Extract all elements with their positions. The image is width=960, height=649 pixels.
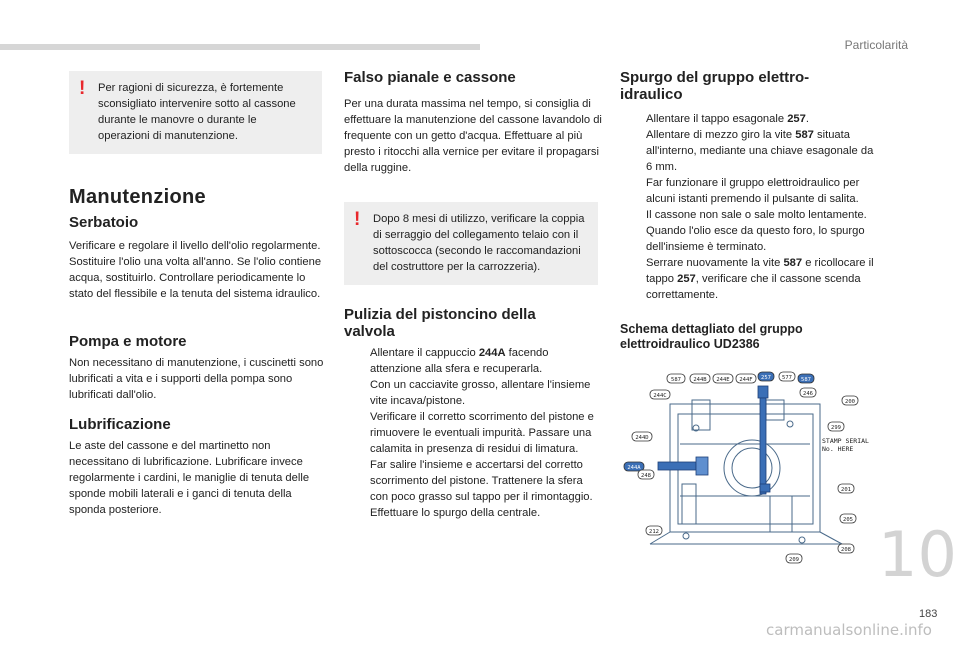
- diagram-label: 248: [641, 473, 651, 479]
- list-item: Effettuare lo spurgo della centrale.: [370, 507, 541, 519]
- schema-title: Schema dettagliato del gruppo elettroidraulico UD2386: [620, 322, 803, 351]
- list-item: Con un cacciavite grosso, allentare l'insieme vite incava/pistone.: [370, 379, 591, 407]
- tube-part: [760, 398, 766, 494]
- diagram-label: 244E: [716, 377, 730, 383]
- stamp-serial-text: No. HERE: [822, 445, 854, 453]
- page-heading: Manutenzione: [69, 186, 206, 208]
- pulizia-list: [344, 345, 602, 521]
- list-item: Allentare il tappo esagonale 257.: [646, 113, 809, 125]
- diagram-label: 212: [649, 529, 659, 535]
- safety-note-text: Per ragioni di sicurezza, è fortemente sconsigliato intervenire sotto al cassone durante le manovre o durante le operazioni di manutenzione.: [98, 82, 296, 142]
- diagram-label: 244F: [739, 377, 753, 383]
- page-number: 183: [919, 608, 938, 620]
- pompa-title: Pompa e motore: [69, 333, 187, 350]
- warning-icon: !: [354, 209, 361, 230]
- diagram-label: 208: [841, 547, 851, 553]
- safety-note: [69, 71, 322, 154]
- torque-note-text: Dopo 8 mesi di utilizzo, verificare la coppia di serraggio del collegamento telaio con il sottoscocca (secondo le raccomandazioni del costruttore per la carrozzeria).: [373, 213, 585, 273]
- diagram-label: 209: [789, 557, 799, 563]
- watermark: carmanualsonline.info: [766, 621, 932, 639]
- diagram-label: 244A: [627, 465, 641, 471]
- diagram-label: 587: [801, 377, 811, 383]
- list-item: Far funzionare il gruppo elettroidraulico per alcuni istanti premendo il pulsante di salita.: [646, 177, 860, 205]
- diagram-label: 577: [782, 375, 792, 381]
- chapter-number: 10: [878, 518, 957, 591]
- diagram-label: 257: [761, 375, 771, 381]
- list-item: Allentare di mezzo giro la vite 587 situata all'interno, mediante una chiave esagonale da 6 mm.: [646, 129, 874, 173]
- diagram-label: 201: [841, 487, 851, 493]
- pulizia-title: Pulizia del pistoncino della valvola: [344, 306, 536, 340]
- diagram-label: 299: [831, 425, 841, 431]
- section-title: Particolarità: [844, 38, 908, 52]
- serbatoio-title: Serbatoio: [69, 214, 139, 231]
- diagram-label: 200: [845, 399, 855, 405]
- serbatoio-text: Verificare e regolare il livello dell'olio regolarmente. Sostituire l'olio una volta all'anno. Se l'olio contiene acqua, sostituirlo. Controllare periodicamente lo stato del flessibile e la tenuta del sistema idraulico.: [69, 240, 322, 300]
- list-item: Serrare nuovamente la vite 587 e ricollocare il tappo 257, verificare che il cassone scenda correttamente.: [646, 257, 874, 301]
- list-item: Il cassone non sale o sale molto lentamente. Quando l'olio esce da questo foro, lo spurgo dell'insieme è terminato.: [646, 209, 867, 253]
- diagram-label: 205: [843, 517, 853, 523]
- valve-piston-part: [658, 462, 696, 470]
- pompa-text: Non necessitano di manutenzione, i cuscinetti sono lubrificati a vita e i supporti della pompa sono lubrificati dall'olio.: [69, 357, 324, 401]
- diagram-label: 244C: [653, 393, 667, 399]
- header-bar: [0, 44, 480, 50]
- list-item: Verificare il corretto scorrimento del pistone e rimuovere le eventuali impurità. Passare una calamita in presenza di residui di limatura.: [370, 411, 594, 455]
- torque-note: [344, 202, 598, 285]
- stamp-serial-text: STAMP SERIAL: [822, 437, 869, 445]
- diagram-label: 244D: [635, 435, 649, 441]
- falso-title: Falso pianale e cassone: [344, 69, 516, 86]
- diagram-label: 244B: [693, 377, 707, 383]
- diagram-label: 587: [671, 377, 681, 383]
- hydraulic-unit-diagram: [620, 366, 882, 566]
- spurgo-title: Spurgo del gruppo elettro-idraulico: [620, 69, 810, 103]
- falso-text: Per una durata massima nel tempo, si consiglia di effettuare la manutenzione del cassone lavandolo di frequente con un getto d'acqua. Effettuare al più presto i ritocchi alla vernice per evitare il propagarsi della ruggine.: [344, 98, 602, 174]
- diagram-label: 246: [803, 391, 813, 397]
- warning-icon: !: [79, 78, 86, 99]
- spurgo-list: [620, 111, 880, 303]
- lubrificazione-title: Lubrificazione: [69, 416, 171, 433]
- lubrificazione-text: Le aste del cassone e del martinetto non necessitano di lubrificazione. Lubrificare invece regolarmente i cardini, le maniglie di tenuta delle sponde mobili laterali e i ganci di tenuta della sponda posteriore.: [69, 440, 310, 516]
- plug-257: [758, 386, 768, 398]
- list-item: Far salire l'insieme e accertarsi del corretto scorrimento del pistone. Trattenere la sfera con poco grasso sul tappo per il rimontaggio.: [370, 459, 593, 503]
- list-item: Allentare il cappuccio 244A facendo attenzione alla sfera e recuperarla.: [370, 347, 549, 375]
